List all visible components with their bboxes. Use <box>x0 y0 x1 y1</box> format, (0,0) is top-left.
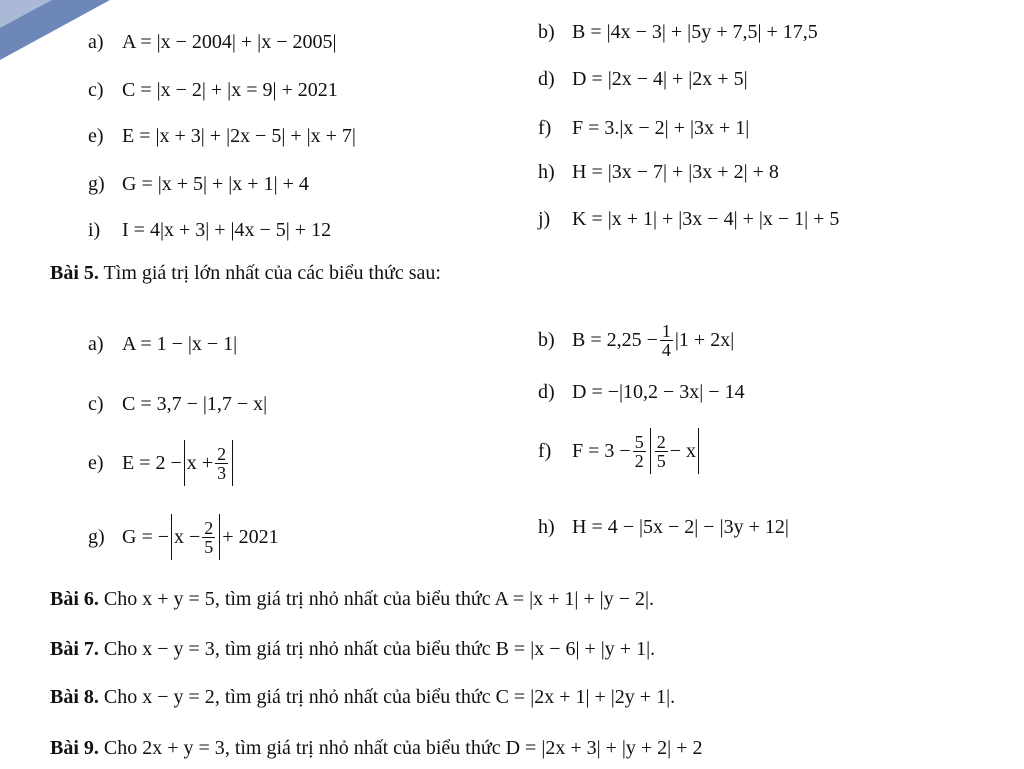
exercise-i: i) I = 4|x + 3| + |4x − 5| + 12 <box>88 219 332 241</box>
bai5-d: d) D = −|10,2 − 3x| − 14 <box>538 381 745 403</box>
exercise-g: g) G = |x + 5| + |x + 1| + 4 <box>88 173 309 195</box>
bai5-c: c) C = 3,7 − |1,7 − x| <box>88 393 268 415</box>
bai5-e: e) E = 2 − x + $\frac{2}{3}$ <box>88 438 235 488</box>
exercise-a: a) A = |x − 2004| + |x − 2005| <box>88 31 337 53</box>
exercise-j: j) K = |x + 1| + |3x − 4| + |x − 1| + 5 <box>538 208 840 230</box>
bai8-line: Bài 8. Cho x − y = 2, tìm giá trị nhỏ nhất của biểu thức C = |2x + 1| + |2y + 1|. <box>50 686 676 708</box>
exercise-b: b) B = |4x − 3| + |5y + 7,5| + 17,5 <box>538 21 818 43</box>
abs-bar <box>184 440 185 486</box>
bai5-g: g) G = − x − $\frac{2}{5}$ + 2021 <box>88 512 279 562</box>
fraction: $\frac{2}{3}$ <box>217 443 227 483</box>
fraction: $\frac{2}{5}$ <box>656 431 666 471</box>
bai6-line: Bài 6. Cho x + y = 5, tìm giá trị nhỏ nhất của biểu thức A = |x + 1| + |y − 2|. <box>50 588 654 610</box>
exercise-c: c) C = |x − 2| + |x = 9| + 2021 <box>88 79 338 101</box>
abs-bar <box>232 440 233 486</box>
abs-bar <box>219 514 220 560</box>
exercise-f: f) F = 3.|x − 2| + |3x + 1| <box>538 117 750 139</box>
abs-bar <box>171 514 172 560</box>
abs-bar <box>698 428 699 474</box>
fraction: $\frac{1}{4}$ <box>661 320 671 360</box>
bai7-line: Bài 7. Cho x − y = 3, tìm giá trị nhỏ nhất của biểu thức B = |x − 6| + |y + 1|. <box>50 638 656 660</box>
bai5-a: a) A = 1 − |x − 1| <box>88 333 238 355</box>
exercise-h: h) H = |3x − 7| + |3x + 2| + 8 <box>538 161 779 183</box>
fraction: $\frac{2}{5}$ <box>204 517 214 557</box>
fraction: $\frac{5}{2}$ <box>634 431 644 471</box>
exercise-d: d) D = |2x − 4| + |2x + 5| <box>538 68 748 90</box>
bai5-heading: Bài 5. Tìm giá trị lớn nhất của các biểu thức sau: <box>50 262 441 284</box>
bai5-f: f) F = 3 − $\frac{5}{2}$ $\frac{2}{5}$ − x <box>538 426 701 476</box>
abs-bar <box>650 428 651 474</box>
bai9-line: Bài 9. Cho 2x + y = 3, tìm giá trị nhỏ nhất của biểu thức D = |2x + 3| + |y + 2| + 2 <box>50 737 703 759</box>
exercise-e: e) E = |x + 3| + |2x − 5| + |x + 7| <box>88 125 356 147</box>
corner-decoration-inner <box>0 0 52 28</box>
bai5-b: b) B = 2,25 − $\frac{1}{4}$ |1 + 2x| <box>538 320 735 360</box>
bai5-h: h) H = 4 − |5x − 2| − |3y + 12| <box>538 516 789 538</box>
